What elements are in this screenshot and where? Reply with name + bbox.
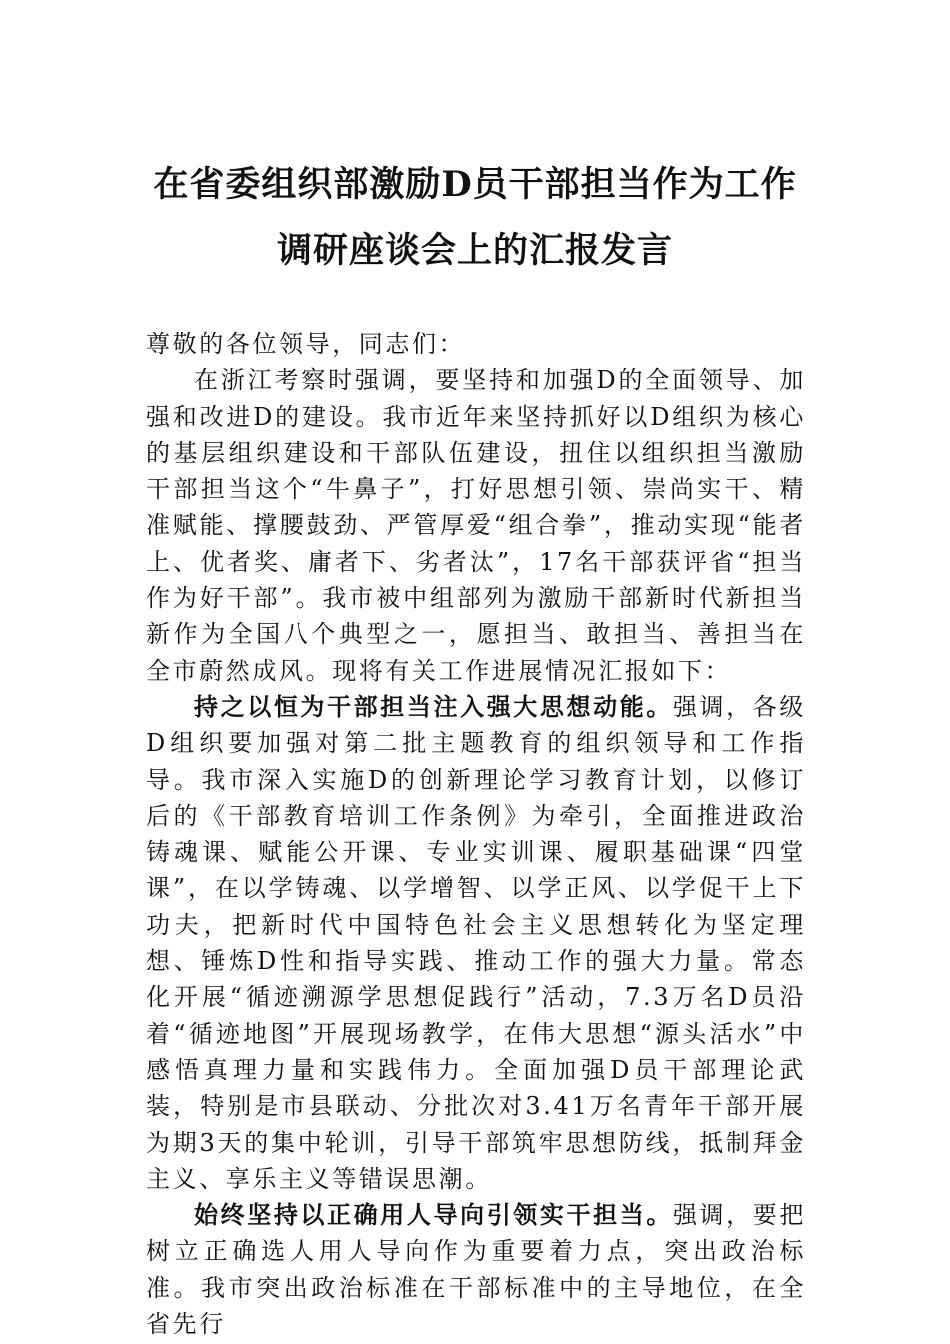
paragraph-text: 在浙江考察时强调，要坚持和加强D的全面领导、加强和改进D的建设。我市近年来坚持抓好以D组织为核心的基层组织建设和干部队伍建设，扭住以组织担当激励干部担当这个“牛鼻子”，打好思想引领、崇尚实干、精准赋能、撑腰鼓劲、严管厚爱“组合拳”，推动实现“能者上、优者奖、庸者下、劣者汰”，17名干部获评省“担当作为好干部”。我市被中组部列为激励干部新时代新担当新作为全国八个典型之一，愿担当、敢担当、善担当在全市蔚然成风。现将有关工作进展情况汇报如下： bbox=[146, 366, 806, 685]
title-line-1: 在省委组织部激励D员干部担当作为工作 bbox=[153, 164, 797, 205]
paragraph-lead: 持之以恒为干部担当注入强大思想动能。 bbox=[194, 691, 673, 721]
paragraph-lead: 始终坚持以正确用人导向引领实干担当。 bbox=[194, 1200, 673, 1230]
document-body bbox=[146, 326, 806, 1342]
paragraph-intro bbox=[146, 362, 806, 689]
document-title bbox=[120, 152, 830, 284]
paragraph-text: 强调，要把树立正确选人用人导向作为重要着力点，突出政治标准。我市突出政治标准在干部标准中的主导地位，在全省先行 bbox=[146, 1201, 806, 1339]
title-line-2: 调研座谈会上的汇报发言 bbox=[276, 230, 673, 271]
salutation: 尊敬的各位领导，同志们： bbox=[146, 330, 466, 358]
paragraph-thought-momentum bbox=[146, 689, 806, 1197]
paragraph-text: 强调，各级D组织要加强对第二批主题教育的组织领导和工作指导。我市深入实施D的创新理论学习教育计划，以修订后的《干部教育培训工作条例》为牵引，全面推进政治铸魂课、赋能公开课、专业实训课、履职基础课“四堂课”，在以学铸魂、以学增智、以学正风、以学促干上下功夫，把新时代中国特色社会主义思想转化为坚定理想、锤炼D性和指导实践、推动工作的强大力量。常态化开展“循迹溯源学思想促践行”活动，7.3万名D员沿着“循迹地图”开展现场教学，在伟大思想“源头活水”中感悟真理力量和实践伟力。全面加强D员干部理论武装，特别是市县联动、分批次对3.41万名青年干部开展为期3天的集中轮训，引导干部筑牢思想防线，抵制拜金主义、享乐主义等错误思潮。 bbox=[146, 692, 806, 1193]
paragraph-selection-orientation bbox=[146, 1197, 806, 1342]
